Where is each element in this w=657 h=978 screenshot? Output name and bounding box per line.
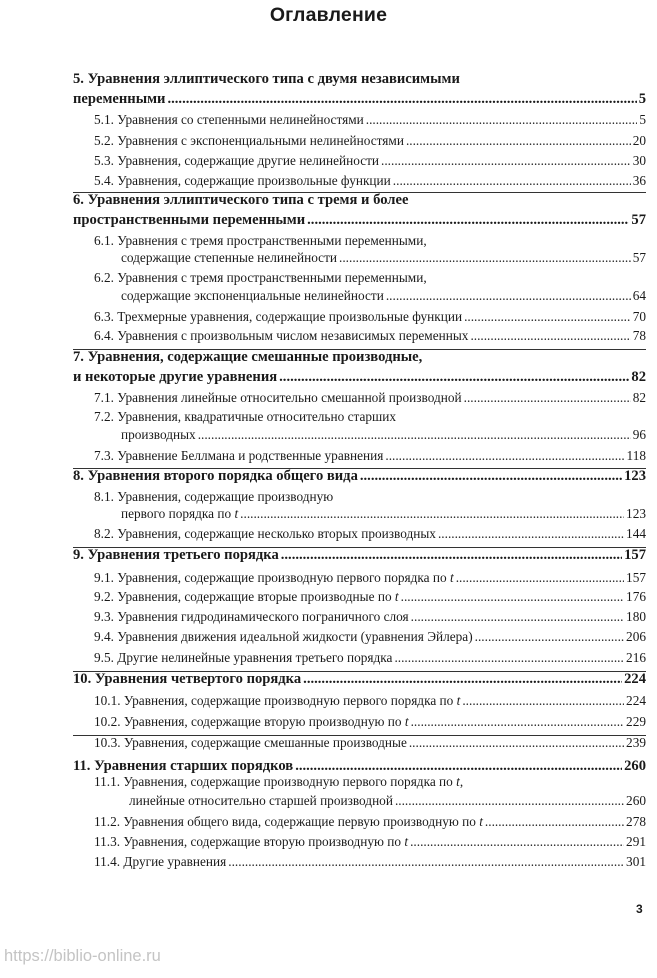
toc-entry-title: 9.5. Другие нелинейные уравнения третьего порядка	[94, 650, 393, 665]
toc-leader-dots	[410, 834, 624, 850]
toc-section-entry[interactable]	[73, 609, 646, 625]
toc-entry-title: 9.1. Уравнения, содержащие производную первого порядка по t	[94, 570, 454, 585]
toc-entry-title: 11.4. Другие уравнения	[94, 854, 227, 869]
toc-chapter-entry[interactable]	[73, 212, 646, 229]
toc-page-number: 78	[632, 328, 646, 343]
toc-page-number: 123	[624, 468, 646, 484]
toc-leader-dots	[339, 250, 631, 266]
toc-section-entry[interactable]	[73, 526, 646, 542]
toc-leader-dots	[470, 328, 630, 344]
toc-entry-title: 10.2. Уравнения, содержащие вторую производную по t	[94, 714, 409, 729]
toc-entry-title: 7.1. Уравнения линейные относительно смешанной производной	[94, 390, 462, 405]
toc-entry-title: 6.4. Уравнения с произвольным числом независимых переменных	[94, 328, 469, 343]
toc-page-number: 206	[626, 629, 646, 644]
toc-leader-dots	[366, 112, 638, 128]
toc-page-number: 229	[626, 714, 646, 729]
toc-page-number: 20	[632, 133, 646, 148]
toc-section-entry[interactable]	[73, 735, 646, 751]
toc-page-number: 57	[631, 212, 646, 228]
toc-page-number: 301	[626, 854, 646, 869]
toc-page-number: 291	[626, 834, 646, 849]
toc-section-entry[interactable]	[73, 774, 646, 790]
toc-entry-title: 6. Уравнения эллиптического типа с тремя и более	[73, 192, 409, 208]
toc-leader-dots	[240, 506, 624, 522]
toc-entry-title: 5.1. Уравнения со степенными нелинейностями	[94, 112, 364, 127]
toc-leader-dots	[475, 629, 624, 645]
toc-entry-title: 11.3. Уравнения, содержащие вторую производную по t	[94, 834, 409, 849]
toc-entry-title: 5.4. Уравнения, содержащие произвольные функции	[94, 173, 391, 188]
toc-section-entry[interactable]	[73, 854, 646, 870]
toc-leader-dots	[385, 448, 624, 464]
toc-section-entry[interactable]	[73, 390, 646, 406]
toc-entry-title: 9. Уравнения третьего порядка	[73, 547, 279, 563]
toc-page-number: 216	[626, 650, 646, 665]
toc-section-entry[interactable]	[73, 270, 646, 286]
toc-section-entry[interactable]	[73, 288, 646, 304]
toc-leader-dots	[462, 693, 624, 709]
toc-section-entry[interactable]	[73, 328, 646, 344]
toc-page-number: 30	[632, 153, 646, 168]
toc-section-entry[interactable]	[73, 233, 646, 249]
toc-page-number: 157	[624, 547, 646, 563]
toc-leader-dots	[394, 650, 624, 666]
toc-entry-title: 8. Уравнения второго порядка общего вида	[73, 468, 358, 484]
toc-section-entry[interactable]	[73, 814, 646, 830]
toc-page-number: 36	[632, 173, 646, 188]
toc-leader-dots	[409, 735, 624, 751]
toc-page-number: 5	[639, 112, 646, 127]
toc-page-number: 96	[632, 427, 646, 442]
toc-entry-title: 9.3. Уравнения гидродинамического пограничного слоя	[94, 609, 409, 624]
toc-section-entry[interactable]	[73, 309, 646, 325]
toc-entry-title: 10. Уравнения четвертого порядка	[73, 671, 302, 687]
toc-entry-title: содержащие экспоненциальные нелинейности	[121, 288, 384, 303]
section-divider	[73, 547, 646, 548]
toc-entry-title: 11. Уравнения старших порядков	[73, 758, 294, 774]
toc-page-number: 123	[626, 506, 646, 521]
toc-leader-dots	[411, 714, 624, 730]
toc-page-number: 224	[624, 671, 646, 687]
toc-chapter-entry[interactable]	[73, 91, 646, 108]
toc-section-entry[interactable]	[73, 650, 646, 666]
toc-leader-dots	[395, 793, 624, 809]
toc-section-entry[interactable]	[73, 793, 646, 809]
toc-leader-dots	[406, 133, 631, 149]
toc-entry-title: переменными	[73, 91, 166, 107]
toc-leader-dots	[228, 854, 624, 870]
toc-section-entry[interactable]	[73, 629, 646, 645]
toc-page-number: 260	[624, 758, 646, 774]
toc-page-number: 180	[626, 609, 646, 624]
toc-section-entry[interactable]	[73, 173, 646, 189]
toc-leader-dots	[381, 153, 631, 169]
watermark-url[interactable]: https://biblio-online.ru	[4, 947, 161, 965]
toc-leader-dots	[401, 589, 624, 605]
toc-leader-dots	[464, 309, 631, 325]
toc-section-entry[interactable]	[73, 112, 646, 128]
toc-chapter-entry[interactable]	[73, 671, 646, 688]
toc-page-number: 118	[626, 448, 646, 463]
toc-section-entry[interactable]	[73, 133, 646, 149]
toc-page-number: 144	[626, 526, 646, 541]
toc-entry-title: 6.2. Уравнения с тремя пространственными переменными,	[94, 270, 427, 285]
toc-chapter-entry[interactable]	[73, 758, 646, 775]
toc-leader-dots	[438, 526, 624, 542]
toc-section-entry[interactable]	[73, 409, 646, 425]
section-divider	[73, 468, 646, 469]
toc-section-entry[interactable]	[73, 834, 646, 850]
toc-entry-title: первого порядка по t	[121, 506, 239, 521]
toc-leader-dots	[393, 173, 631, 189]
toc-page-number: 64	[632, 288, 646, 303]
toc-leader-dots	[198, 427, 631, 443]
toc-entry-title: 8.1. Уравнения, содержащие производную	[94, 489, 334, 504]
toc-entry-title: линейные относительно старшей производной	[129, 793, 393, 808]
toc-leader-dots	[456, 570, 624, 586]
toc-chapter-entry[interactable]	[73, 349, 646, 366]
toc-section-entry[interactable]	[73, 589, 646, 605]
toc-leader-dots	[360, 468, 622, 485]
toc-entry-title: 5.3. Уравнения, содержащие другие нелинейности	[94, 153, 380, 168]
toc-leader-dots	[485, 814, 624, 830]
toc-page-number: 57	[632, 250, 646, 265]
toc-entry-title: 6.3. Трехмерные уравнения, содержащие произвольные функции	[94, 309, 463, 324]
toc-section-entry[interactable]	[73, 693, 646, 709]
toc-entry-title: 5.2. Уравнения с экспоненциальными нелинейностями	[94, 133, 404, 148]
toc-entry-title: производных	[121, 427, 196, 442]
toc-entry-title: 10.3. Уравнения, содержащие смешанные производные	[94, 735, 407, 750]
toc-entry-title: 9.4. Уравнения движения идеальной жидкости (уравнения Эйлера)	[94, 629, 473, 644]
toc-entry-title: 6.1. Уравнения с тремя пространственными переменными,	[94, 233, 427, 248]
toc-leader-dots	[281, 547, 622, 564]
toc-entry-title: 7. Уравнения, содержащие смешанные производные,	[73, 349, 423, 365]
toc-page-number: 82	[632, 390, 646, 405]
toc-entry-title: 5. Уравнения эллиптического типа с двумя независимыми	[73, 71, 460, 87]
section-divider	[73, 735, 646, 736]
toc-page-number: 239	[626, 735, 646, 750]
toc-entry-title: 11.1. Уравнения, содержащие производную первого порядка по t,	[94, 774, 464, 789]
toc-page-number: 278	[626, 814, 646, 829]
toc-leader-dots	[307, 212, 629, 229]
toc-leader-dots	[464, 390, 631, 406]
toc-section-entry[interactable]	[73, 506, 646, 522]
toc-page-number: 157	[626, 570, 646, 585]
toc-chapter-entry[interactable]	[73, 369, 646, 386]
section-divider	[73, 349, 646, 350]
page-title: Оглавление	[269, 4, 388, 26]
toc-leader-dots	[386, 288, 631, 304]
toc-entry-title: 7.3. Уравнение Беллмана и родственные уравнения	[94, 448, 384, 463]
toc-section-entry[interactable]	[73, 570, 646, 586]
toc-chapter-entry[interactable]	[73, 192, 646, 209]
toc-section-entry[interactable]	[73, 714, 646, 730]
toc-leader-dots	[295, 758, 622, 775]
toc-section-entry[interactable]	[73, 448, 646, 464]
toc-entry-title: и некоторые другие уравнения	[73, 369, 278, 385]
page-number: 3	[636, 902, 643, 916]
toc-chapter-entry[interactable]	[73, 547, 646, 564]
toc-entry-title: 9.2. Уравнения, содержащие вторые производные по t	[94, 589, 399, 604]
toc-section-entry[interactable]	[73, 250, 646, 266]
section-divider	[73, 671, 646, 672]
toc-entry-title: 10.1. Уравнения, содержащие производную первого порядка по t	[94, 693, 461, 708]
toc-section-entry[interactable]	[73, 153, 646, 169]
toc-page-number: 224	[626, 693, 646, 708]
toc-page-number: 176	[626, 589, 646, 604]
toc-page-number: 70	[632, 309, 646, 324]
toc-section-entry[interactable]	[73, 427, 646, 443]
toc-leader-dots	[167, 91, 636, 108]
toc-entry-title: пространственными переменными	[73, 212, 306, 228]
toc-entry-title: 7.2. Уравнения, квадратичные относительно старших	[94, 409, 397, 424]
toc-leader-dots	[303, 671, 622, 688]
toc-chapter-entry[interactable]	[73, 468, 646, 485]
section-divider	[73, 192, 646, 193]
toc-leader-dots	[279, 369, 629, 386]
toc-chapter-entry[interactable]	[73, 71, 646, 88]
toc-entry-title: 8.2. Уравнения, содержащие несколько вторых производных	[94, 526, 436, 541]
toc-entry-title: содержащие степенные нелинейности	[121, 250, 338, 265]
toc-page-number: 5	[638, 91, 646, 107]
toc-page-number: 82	[631, 369, 646, 385]
toc-section-entry[interactable]	[73, 489, 646, 505]
toc-leader-dots	[411, 609, 624, 625]
toc-page-number: 260	[626, 793, 646, 808]
toc-entry-title: 11.2. Уравнения общего вида, содержащие первую производную по t	[94, 814, 483, 829]
